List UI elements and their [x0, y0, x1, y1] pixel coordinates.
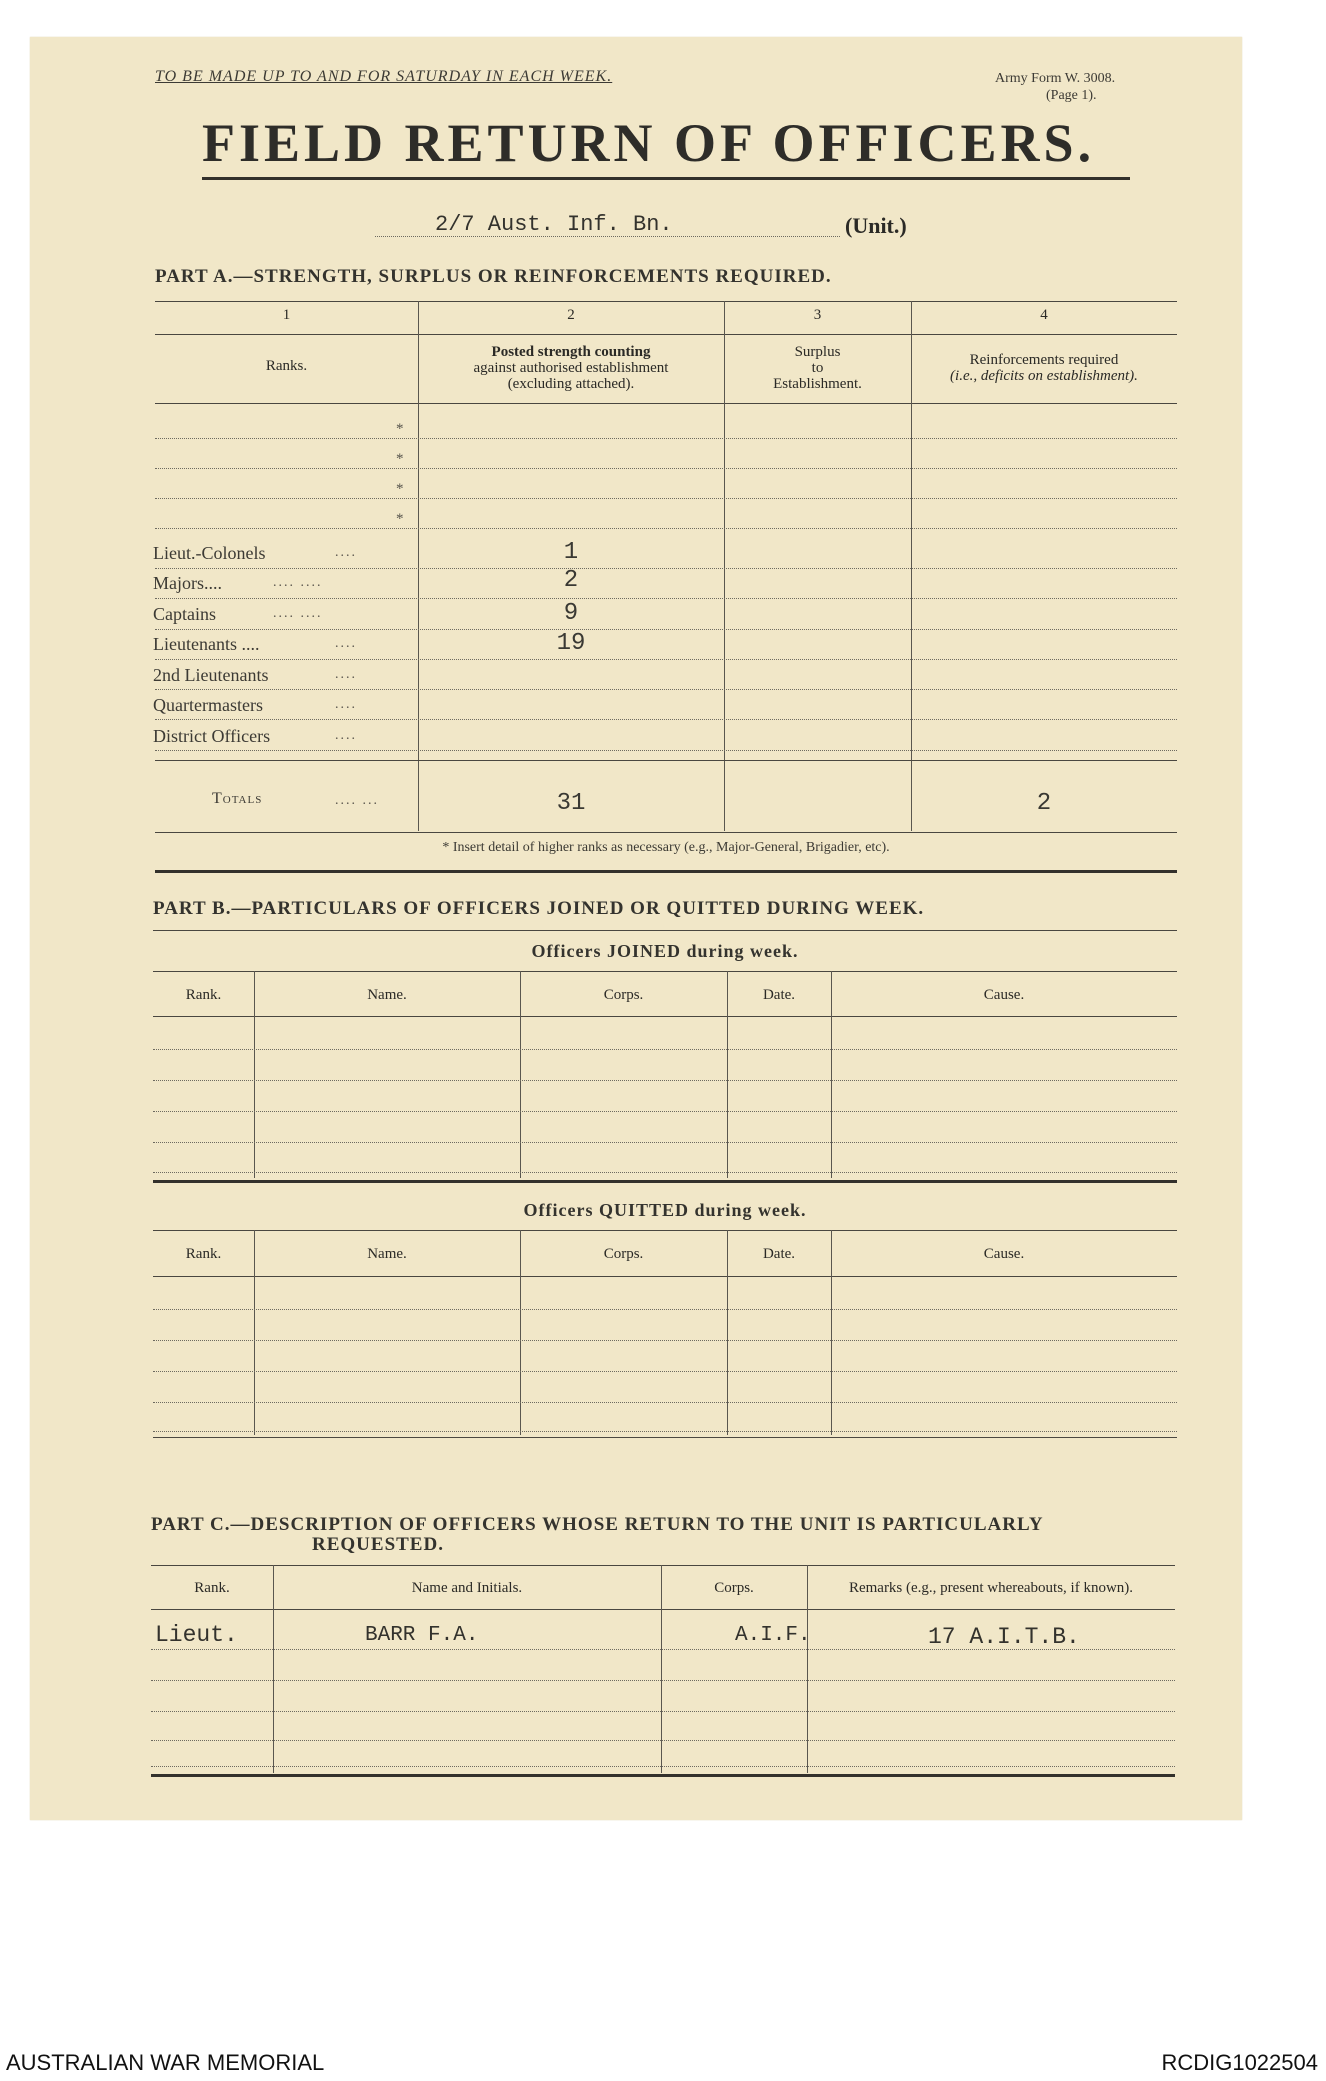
- col-number-1: 1: [282, 307, 291, 323]
- part-c-rank-value: Lieut.: [155, 1622, 238, 1648]
- quitted-vline-3: [727, 1230, 728, 1435]
- joined-vline-4: [831, 971, 832, 1178]
- rank-label-lieut-colonels: Lieut.-Colonels: [153, 543, 266, 563]
- col-posted-line-2: against authorised establishment: [473, 360, 669, 376]
- joined-col-rank: Rank.: [185, 987, 222, 1003]
- part-b-top-rule: [153, 930, 1177, 931]
- col-ranks-header: Ranks.: [265, 358, 308, 374]
- ast-row-line-2: [155, 468, 1177, 469]
- part-c-col-corps: Corps.: [714, 1580, 754, 1596]
- col-number-4: 4: [1040, 307, 1048, 323]
- part-c-col-remarks: Remarks (e.g., present whereabouts, if known).: [848, 1580, 1134, 1596]
- quitted-title: Officers QUITTED during week.: [523, 1200, 807, 1220]
- posted-majors: 2: [563, 567, 579, 594]
- part-a-end-rule: [155, 870, 1177, 873]
- quitted-row-line-4: [153, 1402, 1177, 1403]
- quitted-col-date: Date.: [762, 1246, 796, 1262]
- unit-value: 2/7 Aust. Inf. Bn.: [435, 212, 673, 237]
- asterisk-4: *: [396, 511, 404, 527]
- rank-label-2nd-lieutenants: 2nd Lieutenants: [153, 665, 269, 685]
- quitted-col-corps: Corps.: [603, 1246, 644, 1262]
- col-posted-line-3: (excluding attached).: [507, 376, 635, 392]
- unit-label: (Unit.): [845, 213, 907, 238]
- part-c-vline-1: [273, 1565, 274, 1773]
- joined-bottom-rule: [153, 1180, 1177, 1183]
- part-c-vline-2: [661, 1565, 662, 1773]
- rank-label-lieutenants: Lieutenants ....: [153, 634, 260, 654]
- joined-vline-1: [254, 971, 255, 1178]
- joined-col-date: Date.: [762, 987, 796, 1003]
- joined-col-cause: Cause.: [983, 987, 1025, 1003]
- col-reinf-line-1: Reinforcements required: [969, 352, 1119, 368]
- asterisk-1: *: [396, 421, 404, 437]
- part-a-top-rule: [155, 301, 1177, 302]
- part-c-bottom-rule: [151, 1774, 1175, 1777]
- rank-row-line-7: [155, 750, 1177, 751]
- page-title: FIELD RETURN OF OFFICERS.: [202, 113, 1096, 173]
- part-c-header-rule: [151, 1609, 1175, 1610]
- part-c-row-line-5: [151, 1766, 1175, 1767]
- part-a-totals-top-rule: [155, 760, 1177, 761]
- quitted-bottom-rule: [153, 1437, 1177, 1438]
- part-c-row-line-3: [151, 1711, 1175, 1712]
- rank-row-line-6: [155, 719, 1177, 720]
- rank-label-quartermasters: Quartermasters: [153, 695, 263, 715]
- part-a-vline-3: [911, 301, 912, 831]
- instruction-text: TO BE MADE UP TO AND FOR SATURDAY IN EACH WEEK.: [155, 68, 613, 85]
- form-number: Army Form W. 3008.: [995, 71, 1116, 86]
- posted-lieut-colonels: 1: [563, 539, 579, 566]
- joined-vline-3: [727, 971, 728, 1178]
- totals-reinforcements: 2: [1036, 790, 1052, 817]
- rank-row-line-5: [155, 689, 1177, 690]
- col-number-2: 2: [567, 307, 575, 323]
- rank-leader: .... ....: [273, 606, 323, 621]
- asterisk-3: *: [396, 481, 404, 497]
- col-surplus-line-1: Surplus: [794, 344, 841, 360]
- footer-left: AUSTRALIAN WAR MEMORIAL: [6, 2050, 325, 2075]
- totals-posted: 31: [556, 790, 586, 817]
- quitted-col-name: Name.: [367, 1246, 407, 1262]
- rank-leader: ....: [335, 667, 357, 682]
- joined-row-line-1: [153, 1049, 1177, 1050]
- part-a-vline-1: [418, 301, 419, 831]
- ast-row-line-1: [155, 438, 1177, 439]
- rank-label-majors: Majors....: [153, 573, 222, 593]
- ast-row-line-3: [155, 498, 1177, 499]
- part-a-vline-2: [724, 301, 725, 831]
- rank-leader: ....: [335, 636, 357, 651]
- title-underline: [202, 177, 1130, 180]
- rank-leader: ....: [335, 697, 357, 712]
- part-a-footnote: * Insert detail of higher ranks as necessary (e.g., Major-General, Brigadier, etc).: [442, 840, 890, 855]
- rank-leader: ....: [335, 545, 357, 560]
- quitted-col-rank: Rank.: [185, 1246, 222, 1262]
- quitted-row-line-3: [153, 1371, 1177, 1372]
- form-paper: [30, 37, 1242, 1820]
- col-posted-line-1: Posted strength counting: [491, 344, 651, 360]
- col-reinf-line-2: (i.e., deficits on establishment).: [950, 368, 1138, 384]
- rank-leader: .... ....: [273, 575, 323, 590]
- quitted-row-line-1: [153, 1309, 1177, 1310]
- rank-label-captains: Captains: [153, 604, 216, 624]
- joined-row-line-3: [153, 1111, 1177, 1112]
- joined-row-line-5: [153, 1172, 1177, 1173]
- quitted-vline-4: [831, 1230, 832, 1435]
- quitted-vline-1: [254, 1230, 255, 1435]
- joined-row-line-4: [153, 1142, 1177, 1143]
- joined-title: Officers JOINED during week.: [531, 941, 799, 961]
- part-c-heading-line-1: PART C.—DESCRIPTION OF OFFICERS WHOSE RETURN TO THE UNIT IS PARTICULARLY: [151, 1514, 1044, 1535]
- part-c-col-name: Name and Initials.: [411, 1580, 523, 1596]
- part-c-row-line-4: [151, 1740, 1175, 1741]
- col-surplus-line-2: to: [811, 360, 824, 376]
- quitted-row-line-5: [153, 1431, 1177, 1432]
- quitted-header-rule: [153, 1276, 1177, 1277]
- rank-row-line-2: [155, 598, 1177, 599]
- posted-captains: 9: [563, 600, 579, 627]
- joined-title-rule: [153, 971, 1177, 972]
- col-surplus-line-3: Establishment.: [773, 376, 862, 392]
- footer-right: RCDIG1022504: [1161, 2050, 1318, 2075]
- ast-row-line-4: [155, 528, 1177, 529]
- rank-leader: ....: [335, 728, 357, 743]
- col-number-3: 3: [813, 307, 822, 323]
- part-a-numbers-rule: [155, 334, 1177, 335]
- col-reinforcements-header: [911, 352, 1177, 384]
- part-c-name-value: BARR F.A.: [365, 1624, 479, 1647]
- joined-col-corps: Corps.: [603, 987, 644, 1003]
- part-c-heading-line-2: REQUESTED.: [312, 1534, 444, 1555]
- totals-label: Totals: [212, 790, 263, 807]
- totals-leader: .... ...: [335, 793, 379, 808]
- joined-col-name: Name.: [367, 987, 407, 1003]
- part-b-heading: PART B.—PARTICULARS OF OFFICERS JOINED OR QUITTED DURING WEEK.: [153, 898, 925, 919]
- rank-label-district-officers: District Officers: [153, 726, 271, 746]
- col-surplus-header: [724, 344, 911, 392]
- col-posted-header: [420, 344, 722, 392]
- part-c-top-rule: [151, 1565, 1175, 1566]
- quitted-col-cause: Cause.: [983, 1246, 1025, 1262]
- quitted-vline-2: [520, 1230, 521, 1435]
- part-a-header-rule: [155, 403, 1177, 404]
- joined-vline-2: [520, 971, 521, 1178]
- joined-row-line-2: [153, 1080, 1177, 1081]
- part-c-col-rank: Rank.: [194, 1580, 230, 1596]
- posted-lieutenants: 19: [556, 630, 586, 657]
- page-number: (Page 1).: [1046, 88, 1097, 103]
- joined-header-rule: [153, 1016, 1177, 1017]
- part-c-row-line-1: [151, 1649, 1175, 1650]
- part-a-heading: PART A.—STRENGTH, SURPLUS OR REINFORCEMENTS REQUIRED.: [155, 266, 832, 287]
- part-a-bottom-rule: [155, 832, 1177, 833]
- part-c-row-line-2: [151, 1680, 1175, 1681]
- part-c-remarks-value: 17 A.I.T.B.: [928, 1624, 1080, 1650]
- quitted-row-line-2: [153, 1340, 1177, 1341]
- quitted-title-rule: [153, 1230, 1177, 1231]
- part-c-corps-value: A.I.F.: [735, 1624, 811, 1647]
- part-c-vline-3: [807, 1565, 808, 1773]
- asterisk-2: *: [396, 451, 404, 467]
- rank-row-line-4: [155, 659, 1177, 660]
